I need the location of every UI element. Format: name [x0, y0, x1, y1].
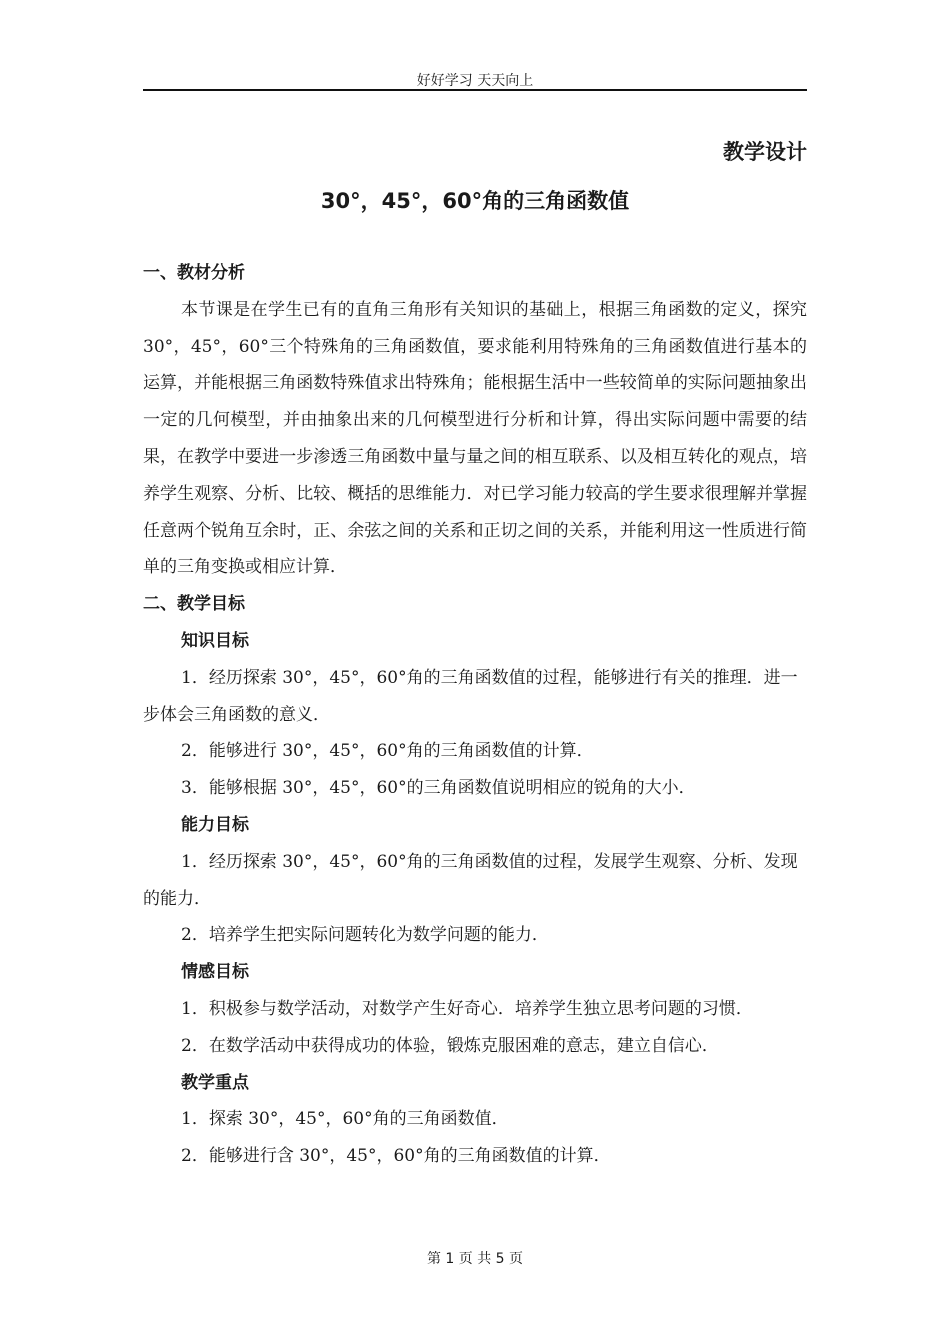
analysis-paragraph: 本节课是在学生已有的直角三角形有关知识的基础上，根据三角函数的定义，探究 30°，45°，60°三个特殊角的三角函数值，要求能利用特殊角的三角函数值进行基本的运算，并能根据三角函数特殊值求出特殊角；能根据生活中一些较简单的实际问题抽象出一定的几何模型，并由抽象出来的几何模型进行分析和计算，得出实际问题中需要的结果，在教学中要进一步渗透三角函数中量与量之间的相互联系、以及相互转化的观点，培养学生观察、分析、比较、概括的思维能力．对已学习能力较高的学生要求很理解并掌握任意两个锐角互余时，正、余弦之间的关系和正切之间的关系，并能利用这一性质进行简单的三角变换或相应计算． — [143, 299, 807, 578]
focus-item: 2．能够进行含 30°，45°，60°角的三角函数值的计算． — [181, 1146, 611, 1167]
subheading-ability: 能力目标 — [181, 814, 249, 835]
emotion-item: 1．积极参与数学活动，对数学产生好奇心．培养学生独立思考问题的习惯． — [181, 998, 753, 1019]
emotion-item: 2．在数学活动中获得成功的体验，锻炼克服困难的意志，建立自信心． — [181, 1035, 719, 1056]
section-heading-objectives: 二、教学目标 — [143, 594, 245, 615]
knowledge-item: 3．能够根据 30°，45°，60°的三角函数值说明相应的锐角的大小． — [181, 778, 696, 799]
page-header: 好好学习 天天向上 — [416, 73, 534, 89]
subheading-emotion: 情感目标 — [181, 962, 249, 983]
document-type: 教学设计 — [723, 140, 807, 164]
document-body — [143, 255, 807, 1175]
focus-item: 1．探索 30°，45°，60°角的三角函数值． — [181, 1109, 509, 1130]
ability-item: 2．培养学生把实际问题转化为数学问题的能力． — [181, 925, 549, 946]
knowledge-item: 2．能够进行 30°，45°，60°角的三角函数值的计算． — [181, 741, 594, 762]
page-footer: 第 1 页 共 5 页 — [426, 1251, 524, 1267]
header-divider — [143, 89, 807, 91]
section-heading-analysis: 一、教材分析 — [143, 263, 245, 283]
ability-item: 1．经历探索 30°，45°，60°角的三角函数值的过程，发展学生观察、分析、发现的能力． — [143, 851, 798, 909]
subheading-knowledge: 知识目标 — [181, 630, 249, 651]
subheading-focus: 教学重点 — [181, 1072, 249, 1093]
knowledge-item: 1．经历探索 30°，45°，60°角的三角函数值的过程，能够进行有关的推理．进一步体会三角函数的意义． — [143, 667, 798, 725]
document-title: 30°，45°，60°角的三角函数值 — [320, 189, 630, 213]
